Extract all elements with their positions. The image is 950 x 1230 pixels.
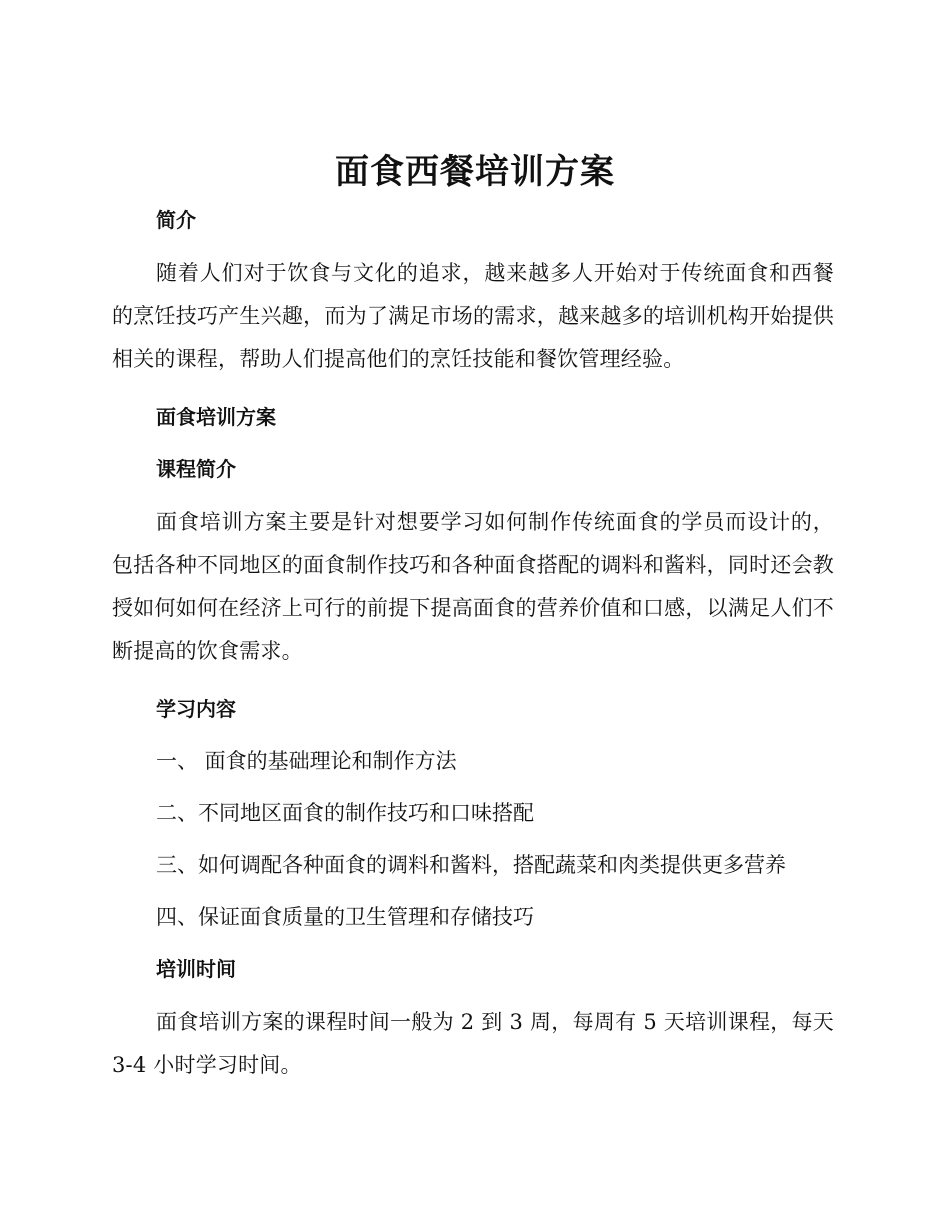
document-body (112, 200, 834, 1087)
noodle-plan-heading: 面食培训方案 (156, 405, 276, 429)
list-item: 四、保证面食质量的卫生管理和存储技巧 (156, 905, 534, 929)
content-heading: 学习内容 (156, 697, 236, 721)
intro-paragraph: 随着人们对于饮食与文化的追求，越来越多人开始对于传统面食和西餐的烹饪技巧产生兴趣，而为了满足市场的需求，越来越多的培训机构开始提供相关的课程，帮助人们提高他们的烹饪技能和餐饮管理经验。 (112, 261, 834, 371)
intro-heading: 简介 (156, 208, 196, 232)
time-heading: 培训时间 (156, 957, 236, 981)
list-item: 一、 面食的基础理论和制作方法 (156, 749, 457, 773)
course-intro-paragraph: 面食培训方案主要是针对想要学习如何制作传统面食的学员而设计的，包括各种不同地区的面食制作技巧和各种面食搭配的调料和酱料，同时还会教授如何如何在经济上可行的前提下提高面食的营养价值和口感，以满足人们不断提高的饮食需求。 (112, 510, 834, 663)
time-paragraph: 面食培训方案的课程时间一般为 2 到 3 周，每周有 5 天培训课程，每天 3-4 小时学习时间。 (112, 1010, 834, 1077)
document-title: 面食西餐培训方案 (335, 152, 615, 192)
list-item: 二、不同地区面食的制作技巧和口味搭配 (156, 801, 534, 825)
course-intro-heading: 课程简介 (156, 457, 236, 481)
list-item: 三、如何调配各种面食的调料和酱料，搭配蔬菜和肉类提供更多营养 (156, 853, 786, 877)
